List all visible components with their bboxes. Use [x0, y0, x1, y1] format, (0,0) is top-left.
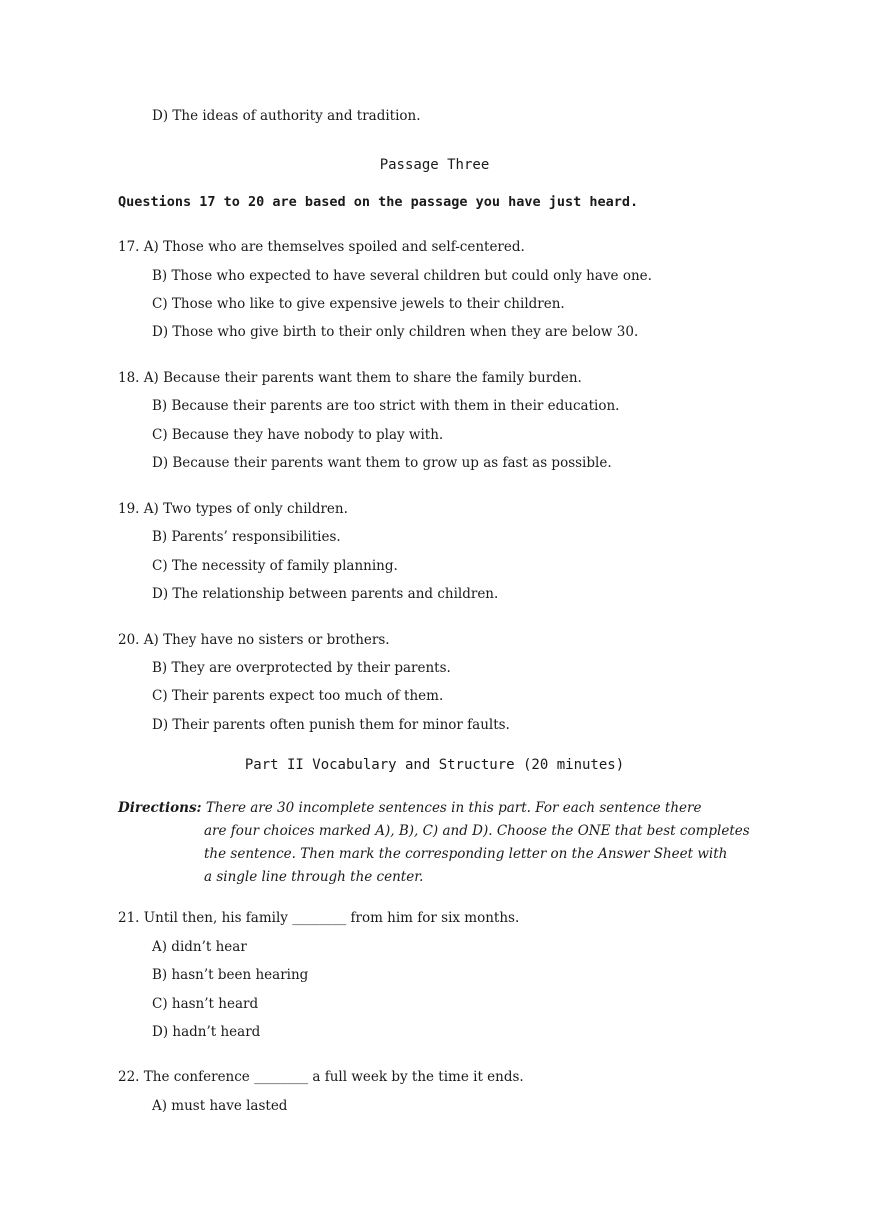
question-20-stem: 20. A) They have no sisters or brothers.	[118, 632, 390, 648]
question-20-option-d: D) Their parents often punish them for minor faults.	[152, 717, 510, 733]
question-18-stem: 18. A) Because their parents want them to share the family burden.	[118, 370, 582, 386]
question-17-option-d: D) Those who give birth to their only children when they are below 30.	[152, 324, 639, 340]
passage-instruction: Questions 17 to 20 are based on the passage you have just heard.	[118, 194, 639, 210]
question-17-option-b: B) Those who expected to have several children but could only have one.	[152, 268, 652, 284]
question-22-option-a: A) must have lasted	[152, 1098, 288, 1114]
question-22-stem: 22. The conference ________ a full week by the time it ends.	[118, 1069, 524, 1085]
question-20-option-c: C) Their parents expect too much of them.	[152, 688, 444, 704]
question-21-option-b: B) hasn’t been hearing	[152, 967, 309, 983]
part-title: Part II Vocabulary and Structure (20 minutes)	[244, 757, 625, 773]
directions-line-3: the sentence. Then mark the corresponding letter on the Answer Sheet with	[204, 846, 728, 862]
question-19-stem: 19. A) Two types of only children.	[118, 501, 348, 517]
directions-label: Directions:	[118, 800, 202, 816]
question-17-stem: 17. A) Those who are themselves spoiled and self-centered.	[118, 239, 525, 255]
question-18-option-d: D) Because their parents want them to grow up as fast as possible.	[152, 455, 612, 471]
question-21-option-a: A) didn’t hear	[152, 939, 247, 955]
directions-line-2: are four choices marked A), B), C) and D). Choose the ONE that best completes	[204, 823, 750, 839]
question-19-option-c: C) The necessity of family planning.	[152, 558, 398, 574]
question-19-option-d: D) The relationship between parents and children.	[152, 586, 499, 602]
question-20-option-b: B) They are overprotected by their parents.	[152, 660, 451, 676]
directions-line-4: a single line through the center.	[204, 869, 424, 885]
question-18-option-b: B) Because their parents are too strict with them in their education.	[152, 398, 620, 414]
question-21-option-d: D) hadn’t heard	[152, 1024, 261, 1040]
question-19-option-b: B) Parents’ responsibilities.	[152, 529, 341, 545]
question-16-option-d: D) The ideas of authority and tradition.	[152, 108, 421, 124]
question-21-option-c: C) hasn’t heard	[152, 996, 259, 1012]
question-17-option-c: C) Those who like to give expensive jewels to their children.	[152, 296, 565, 312]
passage-title: Passage Three	[379, 157, 490, 173]
question-21-stem: 21. Until then, his family ________ from him for six months.	[118, 910, 520, 926]
question-18-option-c: C) Because they have nobody to play with.	[152, 427, 444, 443]
directions-block	[118, 797, 758, 889]
directions-line-1: There are 30 incomplete sentences in this part. For each sentence there	[205, 800, 702, 816]
